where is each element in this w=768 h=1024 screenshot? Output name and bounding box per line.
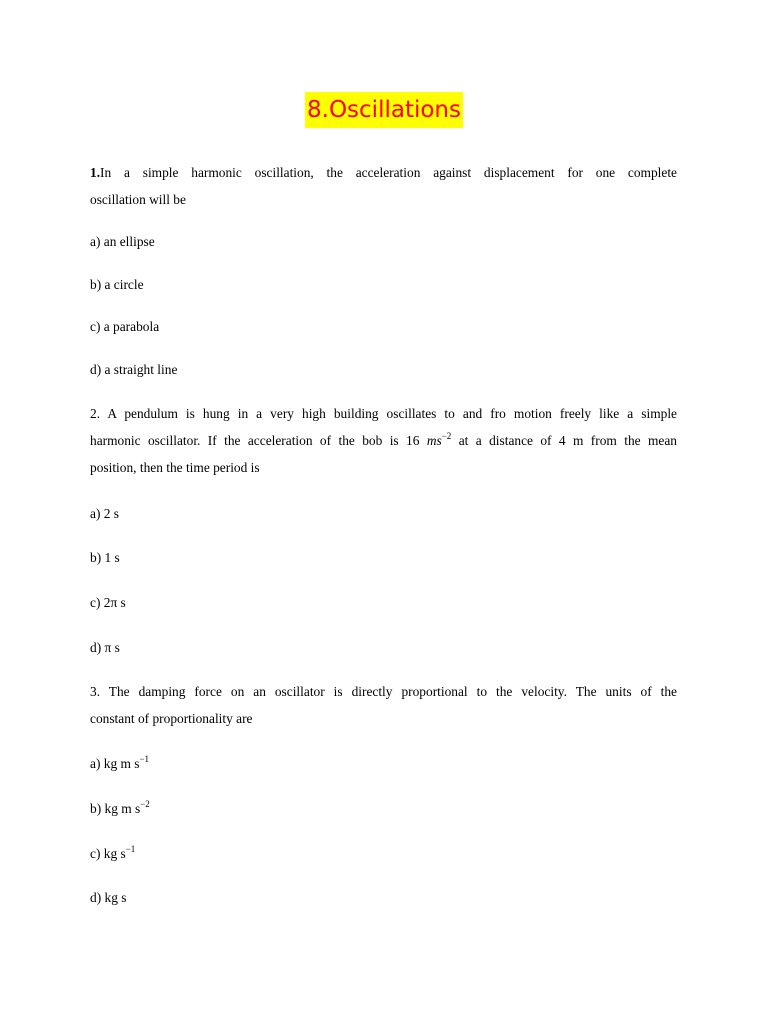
question-3-option-c-text: c) kg s xyxy=(90,846,126,861)
question-3-line-2: constant of proportionality are xyxy=(90,711,253,726)
question-3-option-a-text: a) kg m s xyxy=(90,756,140,771)
question-1-option-a: a) an ellipse xyxy=(90,234,155,249)
question-3-option-c-exponent: −1 xyxy=(125,844,136,854)
question-2-option-b: b) 1 s xyxy=(90,550,120,565)
question-2-text-after: at a distance of 4 m from the mean xyxy=(458,433,677,448)
question-3-option-b-exponent: −2 xyxy=(140,799,150,809)
question-2-text-before: harmonic oscillator. If the acceleration of the bob is 16 xyxy=(90,433,420,448)
question-3-option-b xyxy=(90,799,677,819)
question-2-option-c: c) 2π s xyxy=(90,595,126,610)
title-container xyxy=(0,92,768,128)
question-2-option-a: a) 2 s xyxy=(90,506,120,521)
question-1-option-b: b) a circle xyxy=(90,277,144,292)
question-2-option-d: d) π s xyxy=(90,640,120,655)
question-1-number: 1. xyxy=(90,165,101,180)
acceleration-unit: ms xyxy=(426,433,442,448)
question-3-line-1: 3. The damping force on an oscillator is directly proportional to the velocity. The units of the xyxy=(90,684,677,699)
page-title: 8.Oscillations xyxy=(305,92,463,128)
question-3-option-d-text: d) kg s xyxy=(90,890,127,905)
question-3-option-c xyxy=(90,844,677,864)
question-1-text-1: In a simple harmonic oscillation, the acceleration against displacement for one complete xyxy=(100,165,677,180)
question-1-line-1 xyxy=(90,163,677,183)
question-1-line-2: oscillation will be xyxy=(90,192,186,207)
question-2-line-3: position, then the time period is xyxy=(90,460,260,475)
question-1-option-c: c) a parabola xyxy=(90,319,160,334)
question-3-option-a xyxy=(90,754,677,774)
question-3-option-b-text: b) kg m s xyxy=(90,801,141,816)
acceleration-unit-exponent: −2 xyxy=(441,431,452,441)
question-2-line-1: 2. A pendulum is hung in a very high building oscillates to and fro motion freely like a simple xyxy=(90,406,677,421)
question-1-option-d: d) a straight line xyxy=(90,362,178,377)
question-2-line-2 xyxy=(90,431,677,451)
question-3-option-a-exponent: −1 xyxy=(139,754,150,764)
question-3-option-d xyxy=(90,888,677,908)
